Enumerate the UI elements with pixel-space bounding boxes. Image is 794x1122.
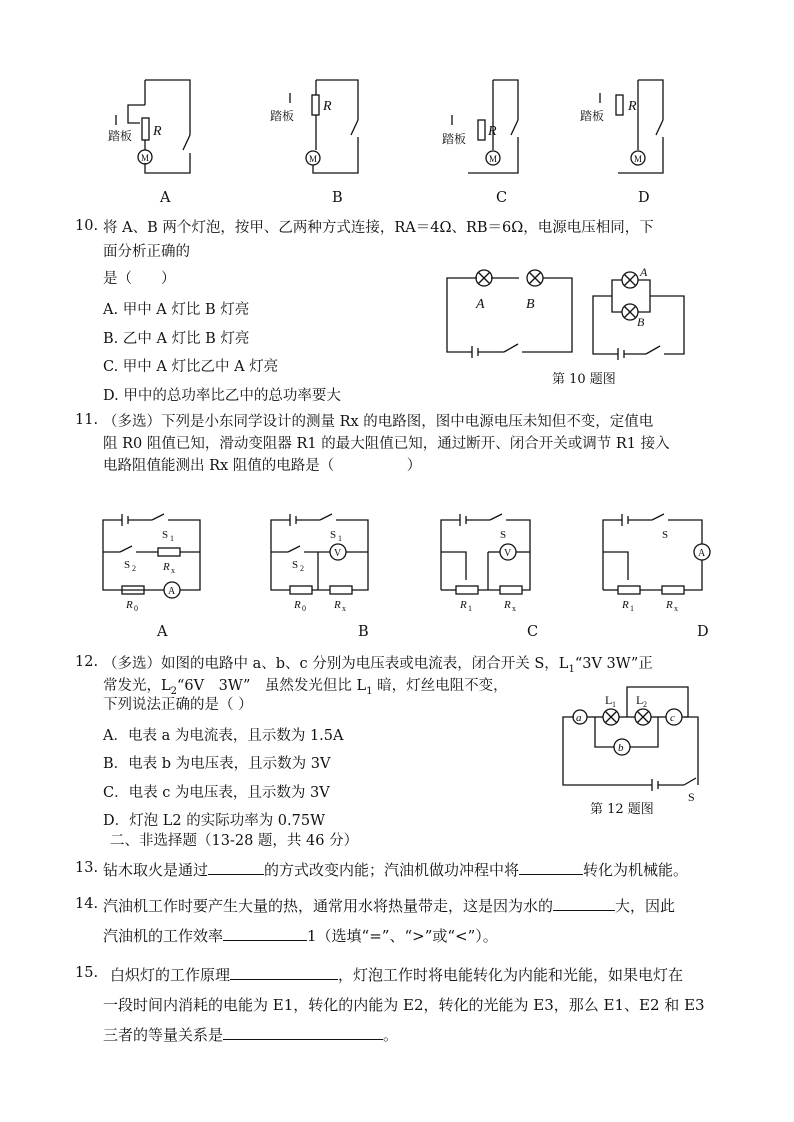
q11-stem-3: 电路阻值能测出 Rx 阻值的电路是（ ）: [103, 458, 422, 474]
svg-text:L: L: [636, 693, 644, 707]
svg-text:R: R: [628, 99, 637, 114]
svg-text:S: S: [124, 559, 131, 571]
q12-number: 12.: [75, 654, 99, 670]
svg-text:L: L: [605, 693, 613, 707]
svg-text:踏板: 踏板: [270, 109, 295, 123]
svg-text:c: c: [670, 712, 675, 724]
svg-text:R: R: [323, 99, 332, 114]
svg-text:M: M: [489, 154, 498, 164]
q11-stem-2: 阻 R0 阻值已知，滑动变阻器 R1 的最大阻值已知，通过断开、闭合开关或调节 R1 接入: [103, 436, 670, 452]
q14-blank-1[interactable]: [553, 896, 615, 911]
q10-stem-3: 是（ ）: [103, 271, 176, 287]
svg-text:R: R: [126, 599, 133, 611]
q13-blank-1[interactable]: [208, 860, 264, 875]
svg-text:M: M: [309, 154, 318, 164]
svg-text:S: S: [330, 529, 337, 541]
svg-text:V: V: [504, 548, 512, 559]
svg-text:V: V: [334, 548, 342, 559]
svg-text:S: S: [292, 559, 299, 571]
q12-option-a[interactable]: A．电表 a 为电流表，且示数为 1.5A: [103, 728, 344, 744]
q12-stem-2: 常发光，$L_2“6V$ 3W” 虽然发光但比 $L_1$ 暗，灯丝电阻不变，: [103, 678, 508, 697]
q14-number: 14.: [75, 896, 99, 912]
svg-text:2: 2: [132, 564, 136, 573]
svg-text:R: R: [666, 599, 673, 611]
svg-text:0: 0: [302, 604, 306, 613]
q11-label-a: A: [157, 624, 168, 640]
q14-blank-2[interactable]: [223, 926, 307, 941]
q13-number: 13.: [75, 860, 99, 876]
svg-text:x: x: [342, 604, 346, 613]
svg-text:R: R: [622, 599, 629, 611]
svg-text:S: S: [500, 529, 507, 541]
q13-text: 钻木取火是通过 的方式改变内能；汽油机做功冲程中将 转化为机械能。: [103, 861, 689, 879]
q10-stem-2: 面分析正确的: [103, 244, 190, 260]
svg-text:1: 1: [612, 700, 616, 709]
q15-line-2: 一段时间内消耗的电能为 E1，转化的内能为 E2，转化的光能为 E3，那么 E1、E2 和 E3: [103, 996, 705, 1014]
svg-text:踏板: 踏板: [442, 132, 467, 146]
svg-text:1: 1: [170, 534, 174, 543]
svg-text:B: B: [526, 297, 535, 312]
svg-text:1: 1: [468, 604, 472, 613]
svg-text:B: B: [637, 315, 645, 329]
q10-option-d[interactable]: D. 甲中的总功率比乙中的总功率要大: [103, 388, 341, 404]
svg-text:M: M: [634, 154, 643, 164]
q10-stem-1: 将 A、B 两个灯泡，按甲、乙两种方式连接，RA＝4Ω、RB＝6Ω，电源电压相同，下: [103, 220, 654, 236]
q9-circuit-a: [100, 75, 210, 185]
svg-text:R: R: [163, 561, 170, 573]
q15-blank-2[interactable]: [223, 1025, 383, 1040]
svg-text:a: a: [576, 712, 582, 724]
svg-text:A: A: [476, 297, 485, 312]
q11-circuit-c: [438, 512, 548, 612]
q9-label-c: C: [496, 190, 508, 206]
q12-option-b[interactable]: B．电表 b 为电压表，且示数为 3V: [103, 756, 331, 772]
svg-text:R: R: [460, 599, 467, 611]
svg-text:1: 1: [338, 534, 342, 543]
q13-blank-2[interactable]: [519, 860, 583, 875]
q10-number: 10.: [75, 218, 99, 234]
q12-circuit: [560, 685, 700, 804]
q10-option-c[interactable]: C. 甲中 A 灯比乙中 A 灯亮: [103, 359, 279, 375]
svg-text:x: x: [171, 566, 175, 575]
q12-option-d[interactable]: D．灯泡 L2 的实际功率为 0.75W: [103, 813, 325, 829]
q15-line-1: 白炽灯的工作原理 ，灯泡工作时将电能转化为内能和光能，如果电灯在: [110, 966, 684, 984]
q11-number: 11.: [75, 412, 99, 428]
q15-blank-1[interactable]: [230, 965, 338, 980]
svg-text:M: M: [141, 153, 150, 163]
q12-stem-1: （多选）如图的电路中 a、b、c 分别为电压表或电流表，闭合开关 S，$L_1“3V$ 3W”正: [103, 656, 653, 675]
q11-label-c: C: [527, 624, 539, 640]
q9-circuit-d: [578, 75, 688, 185]
svg-text:2: 2: [643, 700, 647, 709]
q12-caption: 第 12 题图: [590, 802, 654, 817]
q10-circuit-parallel: [590, 265, 690, 360]
q9-label-b: B: [332, 190, 343, 206]
svg-text:A: A: [640, 265, 648, 279]
q11-label-b: B: [358, 624, 369, 640]
q10-option-a[interactable]: A. 甲中 A 灯比 B 灯亮: [103, 302, 250, 318]
svg-text:1: 1: [630, 604, 634, 613]
q15-line-3: 三者的等量关系是 。: [103, 1026, 399, 1044]
svg-text:R: R: [488, 124, 497, 139]
q10-caption: 第 10 题图: [552, 372, 616, 387]
svg-text:2: 2: [300, 564, 304, 573]
q11-stem-1: （多选）下列是小东同学设计的测量 Rx 的电路图，图中电源电压未知但不变，定值电: [103, 414, 654, 430]
svg-text:A: A: [698, 548, 706, 559]
svg-text:S: S: [688, 790, 695, 804]
svg-text:R: R: [504, 599, 511, 611]
section-2-heading: 二、非选择题（13-28 题，共 46 分）: [110, 833, 359, 849]
q14-line-2: 汽油机的工作效率 1（选填“=”、“>”或“<”）。: [103, 927, 498, 945]
svg-text:踏板: 踏板: [580, 109, 605, 123]
svg-text:x: x: [512, 604, 516, 613]
q15-number: 15.: [75, 965, 99, 981]
q9-circuit-c: [438, 75, 548, 185]
svg-text:R: R: [334, 599, 341, 611]
svg-text:A: A: [168, 586, 176, 597]
q11-circuit-b: [268, 512, 378, 612]
svg-text:R: R: [153, 124, 162, 139]
svg-text:x: x: [674, 604, 678, 613]
pedal-label: 踏板: [108, 129, 133, 143]
q9-circuit-b: [268, 75, 378, 185]
q9-label-a: A: [160, 190, 171, 206]
svg-text:R: R: [294, 599, 301, 611]
q11-label-d: D: [697, 624, 709, 640]
q9-label-d: D: [638, 190, 650, 206]
q10-option-b[interactable]: B. 乙中 A 灯比 B 灯亮: [103, 331, 250, 347]
svg-text:S: S: [162, 529, 169, 541]
q10-circuit-series: [442, 268, 582, 360]
svg-text:b: b: [618, 742, 624, 754]
svg-text:0: 0: [134, 604, 138, 613]
q11-circuit-a: [100, 512, 210, 612]
q11-circuit-d: [600, 512, 715, 612]
q12-stem-3: 下列说法正确的是（ ）: [103, 697, 253, 713]
q12-option-c[interactable]: C．电表 c 为电压表，且示数为 3V: [103, 785, 330, 801]
q14-line-1: 汽油机工作时要产生大量的热，通常用水将热量带走，这是因为水的 大，因此: [103, 897, 676, 915]
svg-text:S: S: [662, 529, 669, 541]
